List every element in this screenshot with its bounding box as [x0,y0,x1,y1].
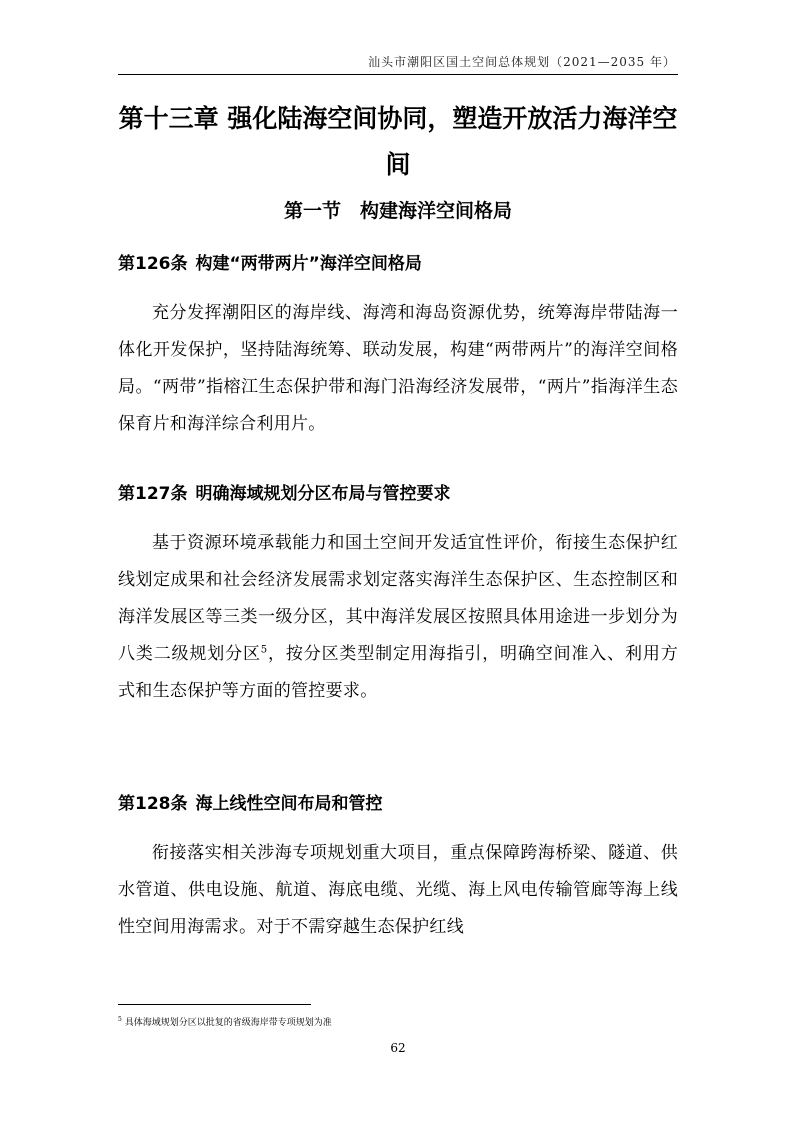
footnote-reference: 5 [260,644,268,656]
article-126-paragraph: 充分发挥潮阳区的海岸线、海湾和海岛资源优势，统筹海岸带陆海一体化开发保护，坚持陆海统筹、联动发展，构建“两带两片”的海洋空间格局。“两带”指榕江生态保护带和海门沿海经济发展带，“两片”指海洋生态保育片和海洋综合利用片。 [118,303,678,434]
page-number: 62 [390,1041,406,1055]
article-number: 第126条 [118,254,188,274]
article-title: 海上线性空间布局和管控 [195,794,383,814]
footnote-rule [118,1004,311,1005]
article-128-paragraph: 衔接落实相关涉海专项规划重大项目，重点保障跨海桥梁、隧道、供水管道、供电设施、航道、海底电缆、光缆、海上风电传输管廊等海上线性空间用海需求。对于不需穿越生态保护红线 [118,843,678,937]
article-number: 第127条 [118,484,188,504]
paragraph-text: 基于资源环境承载能力和国土空间开发适宜性评价，衔接生态保护红线划定成果和社会经济发展需求划定落实海洋生态保护区、生态控制区和海洋发展区等三类一级分区，其中海洋发展区按照具体用途进一步划分为八类二级规划分区 [118,533,678,664]
article-128-heading [118,790,678,818]
article-127-paragraph [118,525,678,710]
footnote-text: 具体海域规划分区以批复的省级海岸带专项规划为准 [124,1018,332,1028]
header-rule [118,74,678,75]
article-126-heading [118,250,678,278]
article-title: 构建“两带两片”海洋空间格局 [195,254,422,274]
article-title: 明确海域规划分区布局与管控要求 [195,484,451,504]
paragraph-text: ，按分区类型制定用海指引，明确空间准入、利用方式和生态保护等方面的管控要求。 [118,644,678,701]
chapter-title: 第十三章 强化陆海空间协同，塑造开放活力海洋空间 [118,104,678,179]
running-header: 汕头市潮阳区国土空间总体规划（2021—2035 年） [368,55,676,69]
article-number: 第128条 [118,794,188,814]
section-title: 第一节 构建海洋空间格局 [283,200,512,222]
footnote-mark: 5 [118,1016,122,1023]
footnote [118,1013,678,1030]
article-127-heading [118,480,678,508]
